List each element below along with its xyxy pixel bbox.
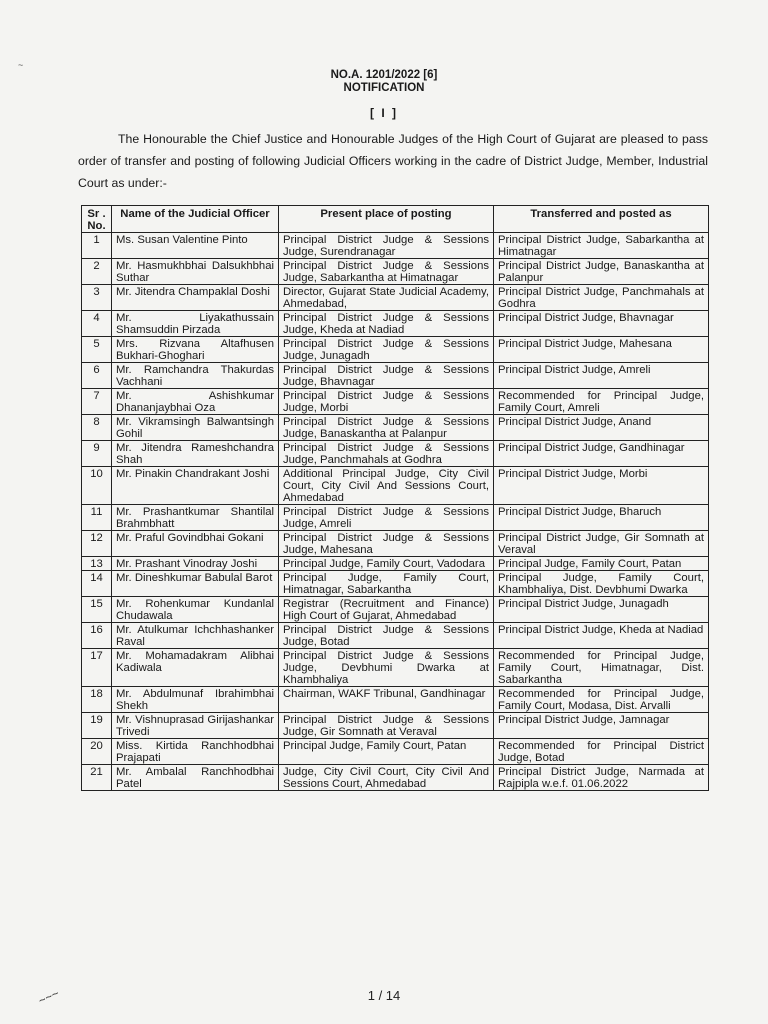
row-sr-no: 8 — [82, 415, 112, 441]
row-sr-no: 20 — [82, 739, 112, 765]
table-row — [82, 233, 709, 259]
table-row — [82, 739, 709, 765]
row-sr-no: 19 — [82, 713, 112, 739]
col-sr-no: Sr . No. — [82, 206, 112, 233]
row-sr-no: 9 — [82, 441, 112, 467]
row-officer-name: Mr. Prashant Vinodray Joshi — [112, 557, 279, 571]
row-officer-name: Ms. Susan Valentine Pinto — [112, 233, 279, 259]
row-officer-name: Mr. Dineshkumar Babulal Barot — [112, 571, 279, 597]
row-officer-name: Mrs. Rizvana Altafhusen Bukhari-Ghoghari — [112, 337, 279, 363]
row-present-posting: Principal District Judge & Sessions Judge, Devbhumi Dwarka at Khambhaliya — [279, 649, 494, 687]
table-row — [82, 311, 709, 337]
table-row — [82, 687, 709, 713]
row-sr-no: 12 — [82, 531, 112, 557]
row-transferred-as: Recommended for Principal Judge, Family Court, Modasa, Dist. Arvalli — [494, 687, 709, 713]
row-officer-name: Mr. Praful Govindbhai Gokani — [112, 531, 279, 557]
row-transferred-as: Principal District Judge, Bhavnagar — [494, 311, 709, 337]
row-present-posting: Principal District Judge & Sessions Judge, Botad — [279, 623, 494, 649]
row-present-posting: Principal District Judge & Sessions Judge, Gir Somnath at Veraval — [279, 713, 494, 739]
table-header-row — [82, 206, 709, 233]
row-sr-no: 7 — [82, 389, 112, 415]
row-transferred-as: Principal District Judge, Anand — [494, 415, 709, 441]
row-present-posting: Judge, City Civil Court, City Civil And Sessions Court, Ahmedabad — [279, 765, 494, 791]
row-transferred-as: Principal District Judge, Gandhinagar — [494, 441, 709, 467]
row-officer-name: Mr. Vishnuprasad Girijashankar Trivedi — [112, 713, 279, 739]
row-sr-no: 11 — [82, 505, 112, 531]
row-present-posting: Principal District Judge & Sessions Judge, Bhavnagar — [279, 363, 494, 389]
row-sr-no: 21 — [82, 765, 112, 791]
row-present-posting: Principal District Judge & Sessions Judge, Junagadh — [279, 337, 494, 363]
table-row — [82, 389, 709, 415]
row-sr-no: 10 — [82, 467, 112, 505]
row-present-posting: Chairman, WAKF Tribunal, Gandhinagar — [279, 687, 494, 713]
row-present-posting: Principal District Judge & Sessions Judge, Amreli — [279, 505, 494, 531]
row-officer-name: Mr. Liyakathussain Shamsuddin Pirzada — [112, 311, 279, 337]
table-row — [82, 713, 709, 739]
col-transferred-as: Transferred and posted as — [494, 206, 709, 233]
row-officer-name: Mr. Abdulmunaf Ibrahimbhai Shekh — [112, 687, 279, 713]
table-row — [82, 505, 709, 531]
table-row — [82, 571, 709, 597]
row-transferred-as: Principal District Judge, Mahesana — [494, 337, 709, 363]
row-present-posting: Principal District Judge & Sessions Judge, Surendranagar — [279, 233, 494, 259]
row-sr-no: 6 — [82, 363, 112, 389]
row-transferred-as: Principal District Judge, Gir Somnath at Veraval — [494, 531, 709, 557]
row-officer-name: Mr. Hasmukhbhai Dalsukhbhai Suthar — [112, 259, 279, 285]
row-present-posting: Principal District Judge & Sessions Judge, Banaskantha at Palanpur — [279, 415, 494, 441]
row-transferred-as: Principal District Judge, Panchmahals at Godhra — [494, 285, 709, 311]
row-officer-name: Mr. Atulkumar Ichchhashanker Raval — [112, 623, 279, 649]
row-sr-no: 4 — [82, 311, 112, 337]
row-officer-name: Mr. Jitendra Champaklal Doshi — [112, 285, 279, 311]
row-officer-name: Miss. Kirtida Ranchhodbhai Prajapati — [112, 739, 279, 765]
row-present-posting: Principal District Judge & Sessions Judge, Sabarkantha at Himatnagar — [279, 259, 494, 285]
handwritten-initials: ~~~ — [36, 986, 62, 1008]
row-transferred-as: Principal Judge, Family Court, Patan — [494, 557, 709, 571]
col-present-posting: Present place of posting — [279, 206, 494, 233]
row-officer-name: Mr. Ambalal Ranchhodbhai Patel — [112, 765, 279, 791]
row-transferred-as: Principal District Judge, Morbi — [494, 467, 709, 505]
row-present-posting: Principal District Judge & Sessions Judge, Kheda at Nadiad — [279, 311, 494, 337]
row-officer-name: Mr. Jitendra Rameshchandra Shah — [112, 441, 279, 467]
order-number: NO.A. 1201/2022 [6] — [330, 69, 438, 81]
table-body — [82, 233, 709, 791]
row-transferred-as: Principal District Judge, Junagadh — [494, 597, 709, 623]
row-present-posting: Principal District Judge & Sessions Judge, Mahesana — [279, 531, 494, 557]
row-present-posting: Principal District Judge & Sessions Judge, Panchmahals at Godhra — [279, 441, 494, 467]
row-transferred-as: Principal District Judge, Banaskantha at Palanpur — [494, 259, 709, 285]
row-sr-no: 13 — [82, 557, 112, 571]
table-row — [82, 285, 709, 311]
table-row — [82, 557, 709, 571]
table-row — [82, 531, 709, 557]
row-present-posting: Principal Judge, Family Court, Himatnagar, Sabarkantha — [279, 571, 494, 597]
table-row — [82, 467, 709, 505]
row-transferred-as: Recommended for Principal District Judge, Botad — [494, 739, 709, 765]
row-sr-no: 3 — [82, 285, 112, 311]
row-transferred-as: Principal Judge, Family Court, Khambhaliya, Dist. Devbhumi Dwarka — [494, 571, 709, 597]
table-row — [82, 337, 709, 363]
margin-mark: ~ — [18, 60, 24, 70]
row-officer-name: Mr. Ramchandra Thakurdas Vachhani — [112, 363, 279, 389]
row-transferred-as: Principal District Judge, Sabarkantha at Himatnagar — [494, 233, 709, 259]
row-present-posting: Principal District Judge & Sessions Judge, Morbi — [279, 389, 494, 415]
row-officer-name: Mr. Vikramsingh Balwantsingh Gohil — [112, 415, 279, 441]
table-row — [82, 765, 709, 791]
row-officer-name: Mr. Mohamadakram Alibhai Kadiwala — [112, 649, 279, 687]
table-row — [82, 259, 709, 285]
row-transferred-as: Principal District Judge, Bharuch — [494, 505, 709, 531]
intro-paragraph: The Honourable the Chief Justice and Honourable Judges of the High Court of Gujarat are pleased to pass order of transfer and posting of following Judicial Officers working in the cadre of District Judge, Member, Industrial Court as under:- — [78, 132, 708, 190]
row-sr-no: 1 — [82, 233, 112, 259]
row-sr-no: 5 — [82, 337, 112, 363]
row-present-posting: Registrar (Recruitment and Finance) High Court of Gujarat, Ahmedabad — [279, 597, 494, 623]
row-sr-no: 16 — [82, 623, 112, 649]
row-sr-no: 14 — [82, 571, 112, 597]
table-row — [82, 597, 709, 623]
row-present-posting: Principal Judge, Family Court, Vadodara — [279, 557, 494, 571]
row-transferred-as: Principal District Judge, Amreli — [494, 363, 709, 389]
table-row — [82, 623, 709, 649]
row-transferred-as: Principal District Judge, Kheda at Nadiad — [494, 623, 709, 649]
row-sr-no: 17 — [82, 649, 112, 687]
row-transferred-as: Recommended for Principal Judge, Family Court, Himatnagar, Dist. Sabarkantha — [494, 649, 709, 687]
row-officer-name: Mr. Ashishkumar Dhananjaybhai Oza — [112, 389, 279, 415]
table-row — [82, 363, 709, 389]
table-row — [82, 415, 709, 441]
row-present-posting: Additional Principal Judge, City Civil Court, City Civil And Sessions Court, Ahmedabad — [279, 467, 494, 505]
page-number: 1 / 14 — [367, 988, 401, 1003]
row-transferred-as: Principal District Judge, Narmada at Rajpipla w.e.f. 01.06.2022 — [494, 765, 709, 791]
part-label: [ I ] — [370, 106, 398, 120]
row-sr-no: 15 — [82, 597, 112, 623]
row-sr-no: 18 — [82, 687, 112, 713]
row-present-posting: Principal Judge, Family Court, Patan — [279, 739, 494, 765]
row-officer-name: Mr. Rohenkumar Kundanlal Chudawala — [112, 597, 279, 623]
table-row — [82, 441, 709, 467]
table-row — [82, 649, 709, 687]
row-transferred-as: Recommended for Principal Judge, Family Court, Amreli — [494, 389, 709, 415]
row-sr-no: 2 — [82, 259, 112, 285]
notification-title: NOTIFICATION — [343, 82, 425, 94]
row-officer-name: Mr. Pinakin Chandrakant Joshi — [112, 467, 279, 505]
row-transferred-as: Principal District Judge, Jamnagar — [494, 713, 709, 739]
col-officer-name: Name of the Judicial Officer — [112, 206, 279, 233]
row-present-posting: Director, Gujarat State Judicial Academy, Ahmedabad, — [279, 285, 494, 311]
row-officer-name: Mr. Prashantkumar Shantilal Brahmbhatt — [112, 505, 279, 531]
transfer-table — [81, 205, 709, 791]
